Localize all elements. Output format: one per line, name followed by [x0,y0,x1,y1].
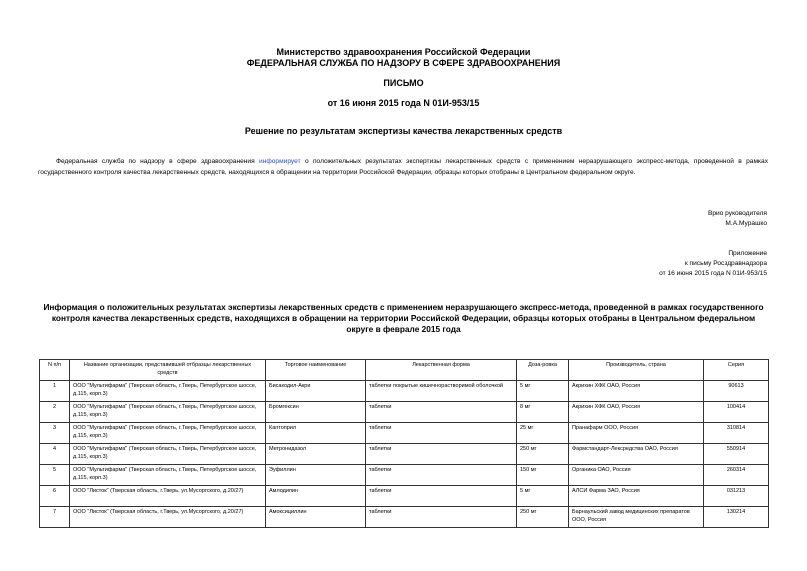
cell-series: 130214 [704,507,769,528]
cell-manufacturer: Органика ОАО, Россия [569,465,704,486]
header-number: N п/п [40,360,70,381]
cell-organization: ООО "Листок" (Тверская область, г.Тверь, ул.Мусоргского, д.20/27) [70,486,266,507]
cell-number: 4 [40,444,70,465]
intro-text-start: Федеральная служба по надзору в сфере здравоохранения [56,158,260,165]
cell-dose: 150 мг [517,465,569,486]
informs-link[interactable]: информирует [259,158,301,165]
cell-number: 6 [40,486,70,507]
cell-dose: 5 мг [517,486,569,507]
cell-trade-name: Метронидазол [266,444,366,465]
cell-series: 550914 [704,444,769,465]
cell-organization: ООО "Листок" (Тверская область, г.Тверь, ул.Мусоргского, д.20/27) [70,507,266,528]
cell-organization: ООО "Мультифарма" (Тверская область, г.Тверь, Петербургское шоссе, д.115, корп.3) [70,444,266,465]
table-row [40,507,769,528]
cell-dosage-form: таблетки покрытые кишечнорастворимой оболочкой [366,381,517,402]
cell-manufacturer: Пранафарм ООО, Россия [569,423,704,444]
intro-paragraph [38,156,768,178]
cell-dosage-form: таблетки [366,465,517,486]
intro-text-end: о положительных результатах экспертизы лекарственных средств с применением неразрушающего экспресс-метода, проведенной в рамках государственного контроля качества лекарственных средств, находящихся в обращении на территории Российской Федерации, образцы которых отобраны в Центральном федеральном округе. [38,158,768,176]
header-organization: Название организации, представившей отбразцы лекарственных средств [70,360,266,381]
header-series: Серия [704,360,769,381]
signature-name: М.А.Мурашко [725,220,767,227]
header-manufacturer: Производитель, страна [569,360,704,381]
cell-dose: 250 мг [517,507,569,528]
ministry-heading: Министерство здравоохранения Российской Федерации [276,47,531,57]
cell-series: 310814 [704,423,769,444]
document-date: от 16 июня 2015 года N 01И-953/15 [327,98,480,108]
table-row [40,402,769,423]
cell-number: 3 [40,423,70,444]
appendix-letter: к письму Росздравнадзора [684,260,767,267]
cell-dosage-form: таблетки [366,402,517,423]
cell-dose: 5 мг [517,381,569,402]
cell-manufacturer: Барнаульский завод медицинских препаратов ООО, Россия [569,507,704,528]
cell-number: 7 [40,507,70,528]
document-type: ПИСЬМО [383,78,424,88]
document-title: Решение по результатам экспертизы качества лекарственных средств [244,126,563,136]
appendix-title: Приложение [728,250,767,257]
cell-series: 90613 [704,381,769,402]
cell-series: 100414 [704,402,769,423]
cell-organization: ООО "Мультифарма" (Тверская область, г.Тверь, Петербургское шоссе, д.115, корп.3) [70,402,266,423]
cell-number: 1 [40,381,70,402]
cell-organization: ООО "Мультифарма" (Тверская область, г.Тверь, Петербургское шоссе, д.115, корп.3) [70,465,266,486]
table-row [40,423,769,444]
results-table [39,359,769,528]
cell-dosage-form: таблетки [366,423,517,444]
table-row [40,444,769,465]
table-header-row [40,360,769,381]
cell-series: 260314 [704,465,769,486]
cell-manufacturer: АЛСИ Фарма ЗАО, Россия [569,486,704,507]
cell-number: 5 [40,465,70,486]
table-title: Информация о положительных результатах экспертизы лекарственных средств с применением неразрушающего экспресс-метода, проведенной в рамках государственного контроля качества лекарственных средств, находящихся в обращении на территории Российской Федерации, образцы которых отобраны в Центральном федеральном округе в феврале 2015 года [43,302,764,334]
header-trade-name: Торговое наименование [266,360,366,381]
cell-trade-name: Амоксициллин [266,507,366,528]
table-row [40,465,769,486]
cell-manufacturer: Фармстандарт-Лексредства ОАО, Россия [569,444,704,465]
cell-dosage-form: таблетки [366,486,517,507]
cell-dose: 8 мг [517,402,569,423]
cell-manufacturer: Акрихин ХФК ОАО, Россия [569,402,704,423]
cell-number: 2 [40,402,70,423]
cell-trade-name: Бромгексин [266,402,366,423]
header-dose: Доза-ровка [517,360,569,381]
table-row [40,381,769,402]
cell-trade-name: Амлодипин [266,486,366,507]
cell-trade-name: Бисакодил-Акри [266,381,366,402]
cell-series: 031213 [704,486,769,507]
appendix-date: от 16 июня 2015 года N 01И-953/15 [659,270,767,277]
cell-dose: 25 мг [517,423,569,444]
table-row [40,486,769,507]
cell-organization: ООО "Мультифарма" (Тверская область, г.Тверь, Петербургское шоссе, д.115, корп.3) [70,381,266,402]
cell-trade-name: Каптоприл [266,423,366,444]
header-dosage-form: Лекарственная форма [366,360,517,381]
cell-organization: ООО "Мультифарма" (Тверская область, г.Тверь, Петербургское шоссе, д.115, корп.3) [70,423,266,444]
cell-dose: 250 мг [517,444,569,465]
cell-manufacturer: Акрихин ХФК ОАО, Россия [569,381,704,402]
signature-position: Врио руководителя [707,210,767,217]
cell-trade-name: Эуфиллин [266,465,366,486]
cell-dosage-form: таблетки [366,507,517,528]
cell-dosage-form: таблетки [366,444,517,465]
service-heading: ФЕДЕРАЛЬНАЯ СЛУЖБА ПО НАДЗОРУ В СФЕРЕ ЗДРАВООХРАНЕНИЯ [246,58,561,68]
